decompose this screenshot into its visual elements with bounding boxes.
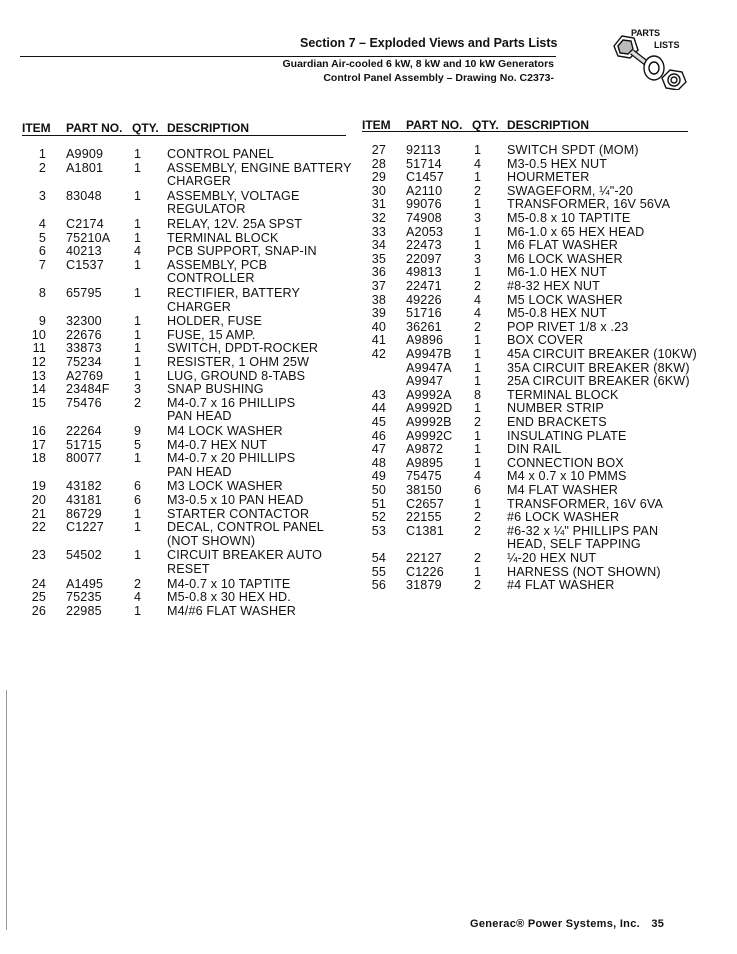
row-part-number: 49813 xyxy=(406,265,442,280)
row-part-number: 40213 xyxy=(66,244,102,259)
row-description: M6 LOCK WASHER xyxy=(507,251,623,266)
subtitle-line-1: Guardian Air-cooled 6 kW, 8 kW and 10 kW Generators xyxy=(282,58,554,70)
row-quantity: 4 xyxy=(474,156,482,171)
row-item-number: 7 xyxy=(38,257,46,272)
row-part-number: 38150 xyxy=(406,483,442,497)
row-item-number: 26 xyxy=(31,603,46,618)
row-part-number: A9872 xyxy=(406,442,444,457)
row-item-number: 40 xyxy=(371,319,386,334)
row-item-number: 35 xyxy=(371,251,386,266)
row-item-number: 27 xyxy=(371,143,386,157)
row-description: M4-0.7 HEX NUT xyxy=(167,437,268,452)
row-part-number: 99076 xyxy=(406,197,442,212)
row-item-number: 31 xyxy=(371,197,386,212)
row-quantity: 1 xyxy=(134,520,142,535)
row-item-number: 10 xyxy=(31,327,46,342)
row-description: ¼-20 HEX NUT xyxy=(507,551,597,565)
row-quantity: 1 xyxy=(474,401,482,416)
left-col-part-header: PART NO. xyxy=(66,121,123,135)
row-quantity: 4 xyxy=(474,306,482,321)
row-item-number: 39 xyxy=(371,306,386,321)
row-quantity: 9 xyxy=(134,424,142,438)
row-description: M4 x 0.7 x 10 PMMS xyxy=(507,469,627,484)
row-part-number: 54502 xyxy=(66,548,102,563)
row-description: #8-32 HEX NUT xyxy=(507,279,600,293)
row-part-number: 83048 xyxy=(66,188,102,203)
row-description: FUSE, 15 AMP. xyxy=(167,327,256,342)
row-description: BOX COVER xyxy=(507,333,584,348)
row-description: HOURMETER xyxy=(507,170,590,185)
row-quantity: 1 xyxy=(474,238,482,253)
row-part-number: 22473 xyxy=(406,238,442,253)
row-item-number: 13 xyxy=(31,368,46,383)
row-quantity: 1 xyxy=(474,197,482,212)
page-footer xyxy=(470,918,690,930)
row-item-number: 32 xyxy=(371,211,386,225)
row-part-number: 49226 xyxy=(406,292,442,307)
row-description: SWAGEFORM, ¼"-20 xyxy=(507,183,634,198)
row-part-number: 43181 xyxy=(66,493,102,507)
row-quantity: 1 xyxy=(134,548,142,563)
row-quantity: 3 xyxy=(134,382,142,397)
row-part-number: A9947A xyxy=(406,360,452,375)
row-description: ASSEMBLY, PCB xyxy=(167,257,268,272)
row-quantity: 1 xyxy=(134,506,142,521)
row-part-number: 75210A xyxy=(66,230,111,245)
row-quantity: 2 xyxy=(474,279,482,293)
row-quantity: 1 xyxy=(474,143,482,157)
row-description: HOLDER, FUSE xyxy=(167,314,262,329)
row-quantity: 1 xyxy=(474,564,482,579)
row-item-number: 53 xyxy=(371,523,386,538)
row-item-number: 34 xyxy=(371,238,386,253)
row-item-number: 6 xyxy=(38,244,46,259)
row-part-number: A9947 xyxy=(406,374,444,389)
row-part-number: 75234 xyxy=(66,355,102,369)
row-quantity: 6 xyxy=(134,479,142,494)
logo-text-lists: LISTS xyxy=(654,40,680,50)
row-description: 45A CIRCUIT BREAKER (10KW) xyxy=(507,347,697,361)
row-quantity: 1 xyxy=(474,428,482,443)
row-description: TRANSFORMER, 16V 56VA xyxy=(507,197,671,212)
row-description: M3 LOCK WASHER xyxy=(167,479,283,494)
row-item-number: 20 xyxy=(31,493,46,507)
row-quantity: 1 xyxy=(474,333,482,348)
row-part-number: C1227 xyxy=(66,520,104,535)
row-item-number: 17 xyxy=(31,437,46,452)
row-quantity: 1 xyxy=(474,455,482,470)
row-part-number: A1495 xyxy=(66,576,104,591)
row-quantity: 1 xyxy=(134,160,142,175)
row-quantity: 2 xyxy=(474,578,482,593)
row-part-number: C1537 xyxy=(66,257,104,272)
row-quantity: 1 xyxy=(134,368,142,383)
row-quantity: 1 xyxy=(474,496,482,511)
row-part-number: 92113 xyxy=(406,143,441,157)
row-quantity: 6 xyxy=(474,483,482,497)
row-item-number: 11 xyxy=(32,341,46,356)
row-description: M6-1.0 x 65 HEX HEAD xyxy=(507,224,645,239)
footer-company: Generac® Power Systems, Inc. xyxy=(470,918,640,930)
row-description: LUG, GROUND 8-TABS xyxy=(167,368,306,383)
row-item-number: 4 xyxy=(38,217,46,231)
row-part-number: C1381 xyxy=(406,523,444,538)
row-description: NUMBER STRIP xyxy=(507,401,604,416)
row-item-number: 23 xyxy=(31,548,46,563)
row-part-number: 22264 xyxy=(66,424,102,438)
row-description: 25A CIRCUIT BREAKER (6KW) xyxy=(507,374,690,389)
parts-lists-logo xyxy=(610,26,690,90)
row-description: TERMINAL BLOCK xyxy=(507,387,619,402)
row-description: REGULATOR xyxy=(167,202,246,217)
row-description: HEAD, SELF TAPPING xyxy=(507,537,641,552)
row-quantity: 2 xyxy=(474,183,482,198)
row-description: ASSEMBLY, ENGINE BATTERY xyxy=(167,160,352,175)
row-description: PAN HEAD xyxy=(167,409,232,424)
row-part-number: A2053 xyxy=(406,224,444,239)
row-part-number: C2657 xyxy=(406,496,444,511)
row-description: M5 LOCK WASHER xyxy=(507,292,623,307)
row-item-number: 9 xyxy=(38,314,46,329)
row-description: M4-0.7 x 16 PHILLIPS xyxy=(167,395,296,410)
row-item-number: 33 xyxy=(371,224,386,239)
row-item-number: 15 xyxy=(31,395,46,410)
row-description: TERMINAL BLOCK xyxy=(167,230,279,245)
row-description: SWITCH, DPDT-ROCKER xyxy=(167,341,319,356)
section-title: Section 7 – Exploded Views and Parts Lists xyxy=(300,36,558,50)
row-part-number: 75476 xyxy=(66,395,102,410)
row-description: 35A CIRCUIT BREAKER (8KW) xyxy=(507,360,690,375)
row-item-number: 48 xyxy=(371,455,386,470)
row-item-number: 55 xyxy=(371,564,386,579)
row-part-number: C2174 xyxy=(66,217,104,231)
row-description: PCB SUPPORT, SNAP-IN xyxy=(167,244,317,259)
row-description: ASSEMBLY, VOLTAGE xyxy=(167,188,300,203)
row-part-number: 51716 xyxy=(406,306,442,321)
row-description: RESET xyxy=(167,562,210,576)
scan-margin-line xyxy=(6,690,7,930)
row-quantity: 5 xyxy=(134,437,142,452)
row-part-number: 80077 xyxy=(66,451,102,466)
row-part-number: A2110 xyxy=(406,183,443,198)
row-item-number: 16 xyxy=(31,424,46,438)
row-part-number: 31879 xyxy=(406,578,442,593)
row-part-number: A9895 xyxy=(406,455,444,470)
row-description: M4 LOCK WASHER xyxy=(167,424,283,438)
row-item-number: 2 xyxy=(38,160,46,175)
row-description: CONNECTION BOX xyxy=(507,455,624,470)
right-col-part-header: PART NO. xyxy=(406,118,463,132)
row-part-number: 33873 xyxy=(66,341,102,356)
row-quantity: 1 xyxy=(474,170,482,185)
row-part-number: A9992B xyxy=(406,415,452,429)
row-item-number: 37 xyxy=(371,279,386,293)
row-part-number: 65795 xyxy=(66,286,102,300)
right-col-qty-header: QTY. xyxy=(472,118,499,132)
row-item-number: 21 xyxy=(31,506,46,521)
left-header-rule xyxy=(22,135,346,136)
row-part-number: A9947B xyxy=(406,347,452,361)
row-part-number: C1457 xyxy=(406,170,444,185)
row-description: STARTER CONTACTOR xyxy=(167,506,310,521)
row-item-number: 8 xyxy=(38,286,46,300)
row-item-number: 19 xyxy=(31,479,46,494)
row-quantity: 6 xyxy=(134,493,142,507)
footer-page-number: 35 xyxy=(651,918,665,930)
row-quantity: 4 xyxy=(474,469,482,484)
row-item-number: 41 xyxy=(371,333,386,348)
row-description: POP RIVET 1/8 x .23 xyxy=(507,319,629,334)
row-item-number: 25 xyxy=(31,590,46,605)
row-quantity: 4 xyxy=(474,292,482,307)
row-quantity: 1 xyxy=(134,341,142,356)
row-description: M4/#6 FLAT WASHER xyxy=(167,603,296,618)
row-description: CIRCUIT BREAKER AUTO xyxy=(167,548,323,563)
row-quantity: 1 xyxy=(134,147,142,161)
row-quantity: 2 xyxy=(474,415,482,429)
nut-and-bolt-icon xyxy=(610,26,690,90)
row-quantity: 4 xyxy=(134,590,142,605)
row-part-number: 75475 xyxy=(406,469,442,484)
row-item-number: 49 xyxy=(371,469,386,484)
row-part-number: A2769 xyxy=(66,368,104,383)
row-part-number: A1801 xyxy=(66,160,104,175)
row-quantity: 1 xyxy=(474,224,482,239)
row-part-number: 74908 xyxy=(406,211,442,225)
row-part-number: A9992D xyxy=(406,401,453,416)
left-col-desc-header: DESCRIPTION xyxy=(167,121,250,135)
row-quantity: 4 xyxy=(134,244,142,259)
left-col-qty-header: QTY. xyxy=(132,121,159,135)
row-description: M5-0.8 x 10 TAPTITE xyxy=(507,211,631,225)
row-quantity: 2 xyxy=(474,319,482,334)
row-item-number: 46 xyxy=(371,428,386,443)
row-description: HARNESS (NOT SHOWN) xyxy=(507,564,661,579)
row-description: RESISTER, 1 OHM 25W xyxy=(167,355,310,369)
row-part-number: 36261 xyxy=(406,319,442,334)
row-item-number: 3 xyxy=(38,188,46,203)
row-description: M5-0.8 x 30 HEX HD. xyxy=(167,590,291,605)
row-description: RELAY, 12V. 25A SPST xyxy=(167,217,303,231)
row-part-number: 22676 xyxy=(66,327,102,342)
row-description: INSULATING PLATE xyxy=(507,428,627,443)
row-item-number: 36 xyxy=(371,265,386,280)
header-subtitle xyxy=(230,57,554,85)
row-description: #6 LOCK WASHER xyxy=(507,510,620,525)
row-part-number: 22471 xyxy=(406,279,442,293)
row-description: M6-1.0 HEX NUT xyxy=(507,265,608,280)
row-quantity: 2 xyxy=(474,523,482,538)
row-part-number: A9992C xyxy=(406,428,453,443)
row-description: DIN RAIL xyxy=(507,442,562,457)
row-description: CONTROL PANEL xyxy=(167,147,274,161)
row-quantity: 1 xyxy=(134,355,142,369)
row-quantity: 1 xyxy=(474,442,482,457)
subtitle-line-2: Control Panel Assembly – Drawing No. C2373- xyxy=(323,72,554,84)
row-item-number: 47 xyxy=(371,442,386,457)
row-item-number: 12 xyxy=(31,355,46,369)
row-description: M3-0.5 x 10 PAN HEAD xyxy=(167,493,304,507)
row-quantity: 1 xyxy=(134,451,142,466)
row-item-number: 28 xyxy=(371,156,386,171)
row-quantity: 1 xyxy=(134,188,142,203)
row-item-number: 43 xyxy=(371,387,386,402)
row-part-number: 86729 xyxy=(66,506,102,521)
row-item-number: 30 xyxy=(371,183,386,198)
row-description: CHARGER xyxy=(167,174,232,189)
row-quantity: 1 xyxy=(474,347,482,361)
row-item-number: 54 xyxy=(371,551,386,565)
row-quantity: 2 xyxy=(474,551,482,565)
row-quantity: 2 xyxy=(134,395,142,410)
row-part-number: 22155 xyxy=(406,510,442,525)
row-description: M6 FLAT WASHER xyxy=(507,238,619,253)
row-part-number: 43182 xyxy=(66,479,102,494)
row-part-number: 23484F xyxy=(66,382,110,397)
row-quantity: 3 xyxy=(474,211,482,225)
row-item-number: 22 xyxy=(31,520,46,535)
row-description: #6-32 x ¼" PHILLIPS PAN xyxy=(507,523,659,538)
row-item-number: 44 xyxy=(371,401,386,416)
row-part-number: 51714 xyxy=(406,156,442,171)
row-description: SNAP BUSHING xyxy=(167,382,264,397)
row-quantity: 1 xyxy=(134,230,142,245)
row-quantity: 1 xyxy=(474,360,482,375)
row-description: M5-0.8 HEX NUT xyxy=(507,306,608,321)
row-item-number: 14 xyxy=(31,382,46,397)
row-quantity: 2 xyxy=(474,510,482,525)
row-quantity: 1 xyxy=(134,314,142,329)
row-quantity: 1 xyxy=(474,374,482,389)
row-item-number: 29 xyxy=(371,170,386,185)
row-description: TRANSFORMER, 16V 6VA xyxy=(507,496,664,511)
row-item-number: 51 xyxy=(371,496,386,511)
row-item-number: 50 xyxy=(371,483,386,497)
row-description: CONTROLLER xyxy=(167,271,255,286)
right-col-item-header: ITEM xyxy=(362,118,391,132)
row-item-number: 5 xyxy=(38,230,46,245)
row-quantity: 1 xyxy=(134,603,142,618)
row-item-number: 45 xyxy=(371,415,386,429)
row-item-number: 18 xyxy=(31,451,46,466)
row-description: M4-0.7 x 20 PHILLIPS xyxy=(167,451,296,466)
logo-text-parts: PARTS xyxy=(631,28,660,38)
row-description: CHARGER xyxy=(167,299,232,314)
row-quantity: 8 xyxy=(474,387,482,402)
row-description: M4-0.7 x 10 TAPTITE xyxy=(167,576,291,591)
row-item-number: 56 xyxy=(371,578,386,593)
row-description: (NOT SHOWN) xyxy=(167,533,256,548)
row-part-number: A9992A xyxy=(406,387,452,402)
row-part-number: 22097 xyxy=(406,251,442,266)
row-part-number: A9909 xyxy=(66,147,104,161)
right-parts-table xyxy=(364,143,700,603)
row-part-number: 75235 xyxy=(66,590,102,605)
row-item-number: 1 xyxy=(38,147,46,161)
row-quantity: 1 xyxy=(474,265,482,280)
row-item-number: 52 xyxy=(371,510,386,525)
row-quantity: 3 xyxy=(474,251,482,266)
row-quantity: 1 xyxy=(134,257,142,272)
right-header-rule xyxy=(362,131,688,132)
left-parts-table xyxy=(24,147,354,617)
row-description: DECAL, CONTROL PANEL xyxy=(167,520,324,535)
row-description: END BRACKETS xyxy=(507,415,607,429)
row-part-number: 22127 xyxy=(406,551,442,565)
row-part-number: 32300 xyxy=(66,314,102,329)
left-col-item-header: ITEM xyxy=(22,121,51,135)
row-item-number: 42 xyxy=(371,347,386,361)
row-quantity: 2 xyxy=(134,576,142,591)
row-part-number: A9896 xyxy=(406,333,444,348)
row-item-number: 24 xyxy=(31,576,46,591)
row-part-number: 51715 xyxy=(66,437,102,452)
row-description: #4 FLAT WASHER xyxy=(507,578,615,593)
row-description: RECTIFIER, BATTERY xyxy=(167,286,301,300)
row-description: M4 FLAT WASHER xyxy=(507,483,619,497)
row-quantity: 1 xyxy=(134,327,142,342)
row-description: SWITCH SPDT (MOM) xyxy=(507,143,639,157)
row-description: M3-0.5 HEX NUT xyxy=(507,156,608,171)
row-part-number: 22985 xyxy=(66,603,102,618)
row-quantity: 1 xyxy=(134,286,142,300)
row-part-number: C1226 xyxy=(406,564,444,579)
row-item-number: 38 xyxy=(371,292,386,307)
right-col-desc-header: DESCRIPTION xyxy=(507,118,590,132)
row-quantity: 1 xyxy=(134,217,142,231)
row-description: PAN HEAD xyxy=(167,464,232,479)
